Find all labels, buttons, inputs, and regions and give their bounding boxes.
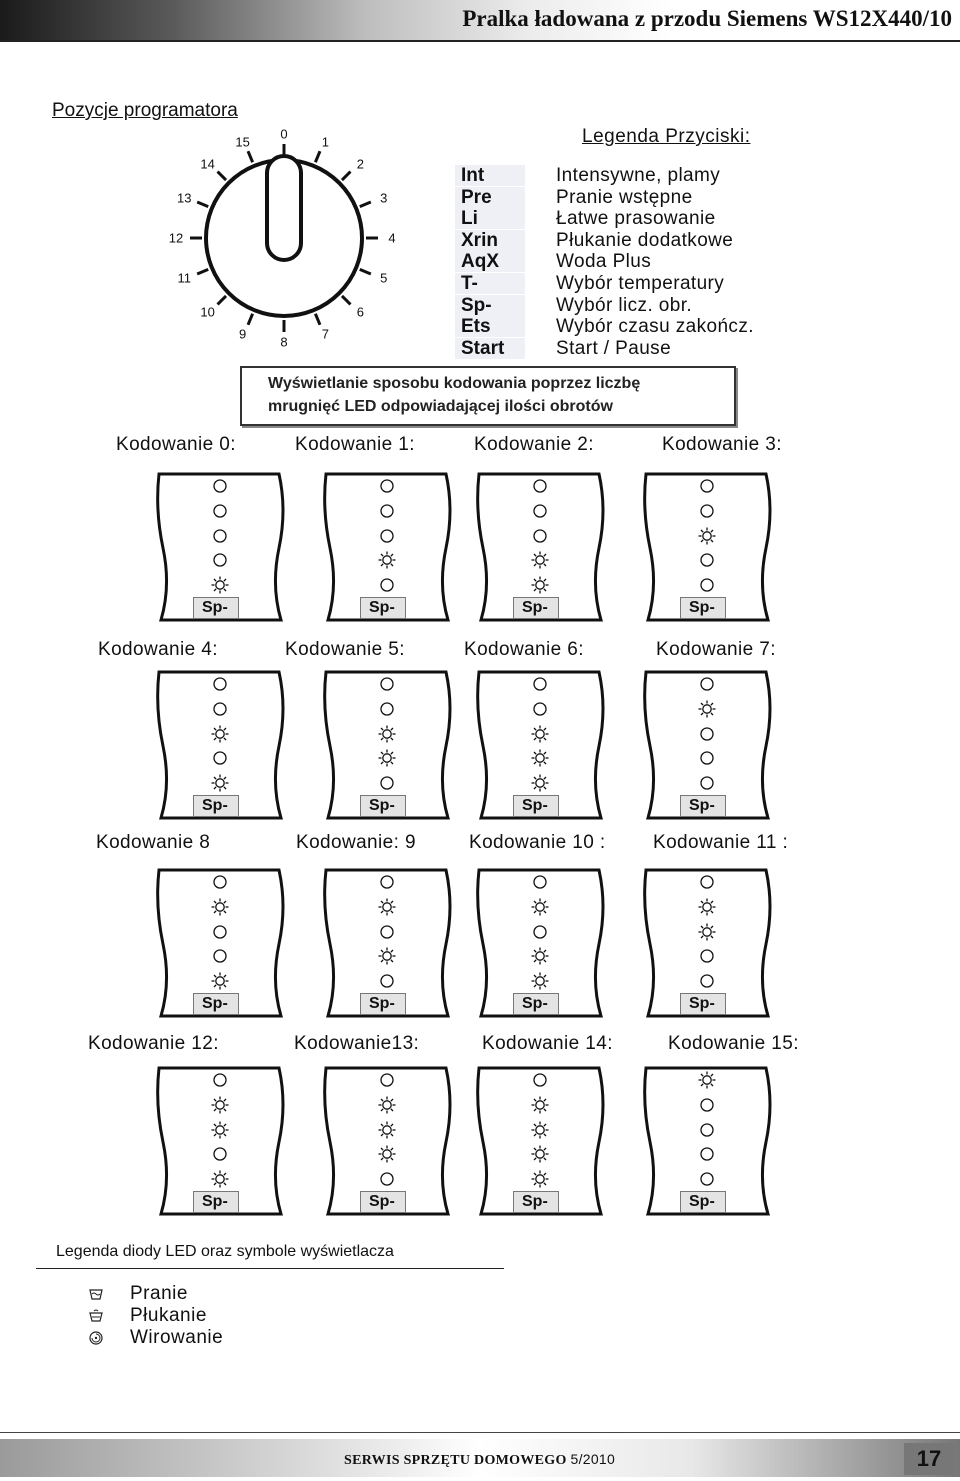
dial-tick bbox=[218, 296, 226, 304]
led-off-icon bbox=[534, 480, 546, 492]
led-off-icon bbox=[534, 926, 546, 938]
coding-panel bbox=[475, 668, 607, 826]
coding-panel bbox=[475, 1064, 607, 1222]
led-off-icon bbox=[701, 554, 713, 566]
button-description: Start / Pause bbox=[556, 337, 672, 359]
coding-label: Kodowanie 1: bbox=[295, 434, 415, 455]
sp-button[interactable]: Sp- bbox=[680, 597, 726, 619]
led-off-icon bbox=[701, 678, 713, 690]
footer-publication-name: SERWIS SPRZĘTU DOMOWEGO bbox=[344, 1453, 567, 1468]
dial-position-number: 13 bbox=[176, 190, 192, 206]
coding-label: Kodowanie 8 bbox=[96, 832, 211, 853]
sp-button[interactable]: Sp- bbox=[680, 1191, 726, 1213]
coding-label: Kodowanie 10 : bbox=[469, 832, 606, 853]
wash-icon bbox=[88, 1286, 104, 1302]
coding-label: Kodowanie 14: bbox=[482, 1033, 613, 1054]
led-off-icon bbox=[214, 703, 226, 715]
dial-position-number: 9 bbox=[239, 326, 247, 342]
dial-tick bbox=[342, 172, 350, 180]
coding-label: Kodowanie 5: bbox=[285, 639, 405, 660]
dial-position-number: 10 bbox=[200, 304, 215, 320]
spin-icon bbox=[88, 1330, 104, 1346]
dial-position-number: 1 bbox=[321, 134, 329, 150]
led-blinking-icon bbox=[212, 1122, 229, 1139]
led-blinking-icon bbox=[379, 899, 396, 916]
button-code: T- bbox=[455, 273, 525, 294]
coding-panel bbox=[642, 668, 774, 826]
header-rule bbox=[0, 40, 960, 42]
dial-tick bbox=[315, 314, 320, 325]
sp-button[interactable]: Sp- bbox=[193, 1191, 239, 1213]
coding-label: Kodowanie 6: bbox=[464, 639, 584, 660]
legend-label-spin: Wirowanie bbox=[130, 1327, 224, 1348]
led-off-icon bbox=[534, 1074, 546, 1086]
led-blinking-icon bbox=[212, 973, 229, 990]
led-off-icon bbox=[534, 530, 546, 542]
led-off-icon bbox=[534, 505, 546, 517]
dial-tick bbox=[197, 269, 208, 274]
button-description: Intensywne, plamy bbox=[556, 165, 721, 186]
led-off-icon bbox=[381, 926, 393, 938]
programmer-dial bbox=[168, 126, 400, 350]
button-code: Li bbox=[455, 208, 525, 229]
coding-label: Kodowanie 4: bbox=[98, 639, 218, 660]
led-off-icon bbox=[214, 480, 226, 492]
led-off-icon bbox=[214, 505, 226, 517]
legend-label-rinse: Płukanie bbox=[130, 1305, 207, 1326]
led-off-icon bbox=[701, 1099, 713, 1111]
buttons-legend-title: Legenda Przyciski: bbox=[582, 126, 751, 147]
led-blinking-icon bbox=[212, 577, 229, 594]
footer-issue: 5/2010 bbox=[570, 1451, 616, 1467]
led-blinking-icon bbox=[532, 577, 549, 594]
led-blinking-icon bbox=[212, 899, 229, 916]
coding-panel bbox=[642, 866, 774, 1024]
coding-panel bbox=[322, 470, 454, 628]
led-off-icon bbox=[701, 480, 713, 492]
button-description: Pranie wstępne bbox=[556, 186, 693, 208]
sp-button[interactable]: Sp- bbox=[360, 993, 406, 1015]
coding-label: Kodowanie: 9 bbox=[296, 832, 416, 853]
coding-label: Kodowanie 2: bbox=[474, 434, 594, 455]
dial-position-number: 12 bbox=[168, 230, 184, 246]
dial-position-number: 15 bbox=[235, 134, 250, 150]
coding-label: Kodowanie 7: bbox=[656, 639, 776, 660]
led-off-icon bbox=[701, 752, 713, 764]
dial-position-number: 6 bbox=[356, 304, 364, 320]
coding-panel bbox=[322, 668, 454, 826]
coding-panel bbox=[155, 470, 287, 628]
led-off-icon bbox=[381, 777, 393, 789]
led-blinking-icon bbox=[699, 701, 716, 718]
dial-tick bbox=[248, 151, 253, 162]
led-off-icon bbox=[381, 876, 393, 888]
led-blinking-icon bbox=[532, 1171, 549, 1188]
led-off-icon bbox=[381, 505, 393, 517]
led-off-icon bbox=[701, 1148, 713, 1160]
led-blinking-icon bbox=[379, 552, 396, 569]
sp-button[interactable]: Sp- bbox=[193, 993, 239, 1015]
footer-publication bbox=[344, 1451, 615, 1469]
led-off-icon bbox=[381, 703, 393, 715]
led-blinking-icon bbox=[699, 924, 716, 941]
led-blinking-icon bbox=[699, 899, 716, 916]
led-blinking-icon bbox=[532, 1097, 549, 1114]
legend-label-wash: Pranie bbox=[130, 1283, 188, 1304]
button-code: Xrin bbox=[455, 230, 525, 251]
coding-panel bbox=[475, 470, 607, 628]
led-off-icon bbox=[701, 728, 713, 740]
led-blinking-icon bbox=[532, 973, 549, 990]
coding-label: Kodowanie 3: bbox=[662, 434, 782, 455]
led-off-icon bbox=[381, 678, 393, 690]
led-blinking-icon bbox=[379, 726, 396, 743]
button-description: Wybór czasu zakończ. bbox=[556, 316, 754, 338]
coding-label: Kodowanie 11 : bbox=[653, 832, 789, 853]
button-description: Płukanie dodatkowe bbox=[556, 229, 734, 251]
led-blinking-icon bbox=[699, 1072, 716, 1089]
sp-button[interactable]: Sp- bbox=[680, 993, 726, 1015]
dial-position-number: 2 bbox=[356, 156, 364, 172]
led-off-icon bbox=[214, 1074, 226, 1086]
coding-label: Kodowanie 12: bbox=[88, 1033, 219, 1054]
button-description: Łatwe prasowanie bbox=[556, 208, 716, 230]
led-off-icon bbox=[381, 530, 393, 542]
dial-position-number: 5 bbox=[380, 270, 388, 286]
dial-position-number: 3 bbox=[380, 190, 388, 206]
dial-position-number: 0 bbox=[280, 126, 288, 142]
coding-label: Kodowanie 15: bbox=[668, 1033, 799, 1054]
coding-panel bbox=[642, 1064, 774, 1222]
sp-button[interactable]: Sp- bbox=[193, 597, 239, 619]
sp-button[interactable]: Sp- bbox=[513, 993, 559, 1015]
coding-panel bbox=[322, 1064, 454, 1222]
led-off-icon bbox=[381, 480, 393, 492]
button-code: Int bbox=[455, 165, 525, 186]
led-off-icon bbox=[214, 926, 226, 938]
led-blinking-icon bbox=[379, 1122, 396, 1139]
page-number: 17 bbox=[904, 1443, 954, 1475]
coding-panel bbox=[155, 866, 287, 1024]
sp-button[interactable]: Sp- bbox=[680, 795, 726, 817]
page-title: Pralka ładowana z przodu Siemens WS12X440/10 bbox=[462, 6, 952, 31]
dial-pointer bbox=[267, 156, 301, 260]
coding-label: Kodowanie 0: bbox=[116, 434, 236, 455]
led-off-icon bbox=[701, 1124, 713, 1136]
dial-tick bbox=[360, 202, 371, 207]
dial-position-number: 8 bbox=[280, 334, 288, 350]
led-off-icon bbox=[534, 703, 546, 715]
button-code: AqX bbox=[455, 251, 525, 272]
led-off-icon bbox=[214, 752, 226, 764]
led-blinking-icon bbox=[699, 528, 716, 545]
led-off-icon bbox=[701, 579, 713, 591]
sp-button[interactable]: Sp- bbox=[193, 795, 239, 817]
coding-panel bbox=[475, 866, 607, 1024]
coding-label: Kodowanie13: bbox=[294, 1033, 420, 1054]
led-off-icon bbox=[701, 950, 713, 962]
dial-position-number: 11 bbox=[177, 270, 191, 286]
dial-tick bbox=[197, 202, 208, 207]
led-blinking-icon bbox=[532, 726, 549, 743]
coding-panel bbox=[642, 470, 774, 628]
led-blinking-icon bbox=[379, 1097, 396, 1114]
led-blinking-icon bbox=[212, 1097, 229, 1114]
led-off-icon bbox=[381, 1074, 393, 1086]
led-off-icon bbox=[381, 1173, 393, 1185]
dial-position-number: 4 bbox=[388, 230, 396, 246]
led-off-icon bbox=[701, 777, 713, 789]
dial-tick bbox=[315, 151, 320, 162]
led-blinking-icon bbox=[532, 750, 549, 767]
coding-info-box bbox=[240, 366, 736, 426]
button-code: Sp- bbox=[455, 295, 525, 316]
button-description: Wybór licz. obr. bbox=[556, 294, 693, 316]
led-blinking-icon bbox=[532, 899, 549, 916]
led-off-icon bbox=[701, 1173, 713, 1185]
led-off-icon bbox=[214, 554, 226, 566]
led-off-icon bbox=[701, 876, 713, 888]
led-blinking-icon bbox=[532, 775, 549, 792]
led-off-icon bbox=[214, 530, 226, 542]
sp-button[interactable]: Sp- bbox=[513, 795, 559, 817]
led-blinking-icon bbox=[379, 948, 396, 965]
led-blinking-icon bbox=[212, 726, 229, 743]
coding-panel bbox=[155, 668, 287, 826]
led-off-icon bbox=[214, 1148, 226, 1160]
sp-button[interactable]: Sp- bbox=[513, 597, 559, 619]
led-legend-rule bbox=[36, 1268, 504, 1269]
led-blinking-icon bbox=[212, 1171, 229, 1188]
led-off-icon bbox=[214, 950, 226, 962]
info-line-1: Wyświetlanie sposobu kodowania poprzez liczbę bbox=[268, 375, 641, 392]
led-blinking-icon bbox=[532, 1146, 549, 1163]
led-off-icon bbox=[534, 876, 546, 888]
led-off-icon bbox=[381, 579, 393, 591]
led-blinking-icon bbox=[379, 1146, 396, 1163]
led-blinking-icon bbox=[532, 1122, 549, 1139]
button-code: Ets bbox=[455, 316, 525, 337]
dial-tick bbox=[342, 296, 350, 304]
footer-rule bbox=[0, 1432, 960, 1433]
led-legend-title: Legenda diody LED oraz symbole wyświetlacza bbox=[56, 1243, 394, 1260]
coding-panel bbox=[155, 1064, 287, 1222]
sp-button[interactable]: Sp- bbox=[360, 597, 406, 619]
coding-panel bbox=[322, 866, 454, 1024]
led-blinking-icon bbox=[532, 948, 549, 965]
dial-tick bbox=[248, 314, 253, 325]
sp-button[interactable]: Sp- bbox=[513, 1191, 559, 1213]
led-off-icon bbox=[534, 678, 546, 690]
sp-button[interactable]: Sp- bbox=[360, 795, 406, 817]
led-off-icon bbox=[214, 876, 226, 888]
button-description: Wybór temperatury bbox=[556, 273, 725, 294]
button-code: Start bbox=[455, 338, 525, 359]
dial-position-number: 14 bbox=[200, 156, 215, 172]
led-off-icon bbox=[701, 505, 713, 517]
info-line-2: mrugnięć LED odpowiadającej ilości obrotów bbox=[268, 398, 613, 415]
led-blinking-icon bbox=[379, 750, 396, 767]
button-code: Pre bbox=[455, 187, 525, 208]
dial-position-number: 7 bbox=[321, 326, 329, 342]
rinse-icon bbox=[88, 1308, 104, 1324]
dial-tick bbox=[360, 269, 371, 274]
led-blinking-icon bbox=[532, 552, 549, 569]
led-blinking-icon bbox=[212, 775, 229, 792]
dial-tick bbox=[218, 172, 226, 180]
led-off-icon bbox=[381, 975, 393, 987]
programmer-section-title: Pozycje programatora bbox=[52, 100, 238, 121]
button-description: Woda Plus bbox=[556, 251, 652, 273]
led-off-icon bbox=[214, 678, 226, 690]
sp-button[interactable]: Sp- bbox=[360, 1191, 406, 1213]
led-off-icon bbox=[701, 975, 713, 987]
